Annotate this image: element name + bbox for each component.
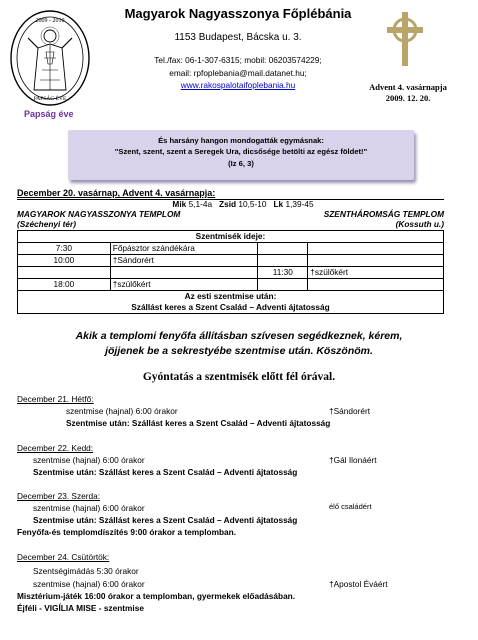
day-mass: szentmise (hajnal) 6:00 órakor: [66, 406, 178, 416]
table-header: Szentmisék ideje:: [18, 231, 444, 243]
day-title: December 24. Csütörtök:: [17, 552, 110, 562]
day-after: Szentmise után: Szállást keres a Szent Család – Adventi ájtatosság: [33, 515, 298, 525]
day-intention: †Sándorért: [329, 406, 371, 416]
celtic-cross-icon: [383, 10, 427, 68]
church-name: Magyarok Nagyasszonya Főplébánia: [124, 6, 352, 21]
table-row: [18, 279, 444, 291]
parish-seal-logo: [8, 8, 92, 108]
occasion: Advent 4. vasárnapja: [369, 82, 447, 92]
bible-quote-box: [68, 130, 414, 180]
right-place: (Kossuth u.): [395, 219, 444, 229]
day-extra: Fenyőfa-és templomdíszítés 9:00 órakor a templomban.: [17, 527, 237, 537]
mass-schedule-table: [17, 230, 444, 314]
date: 2009. 12. 20.: [385, 93, 431, 103]
sunday-title: December 20. vasárnap, Advent 4. vasárnapja:: [17, 188, 216, 198]
email: email: rpfoplebania@mail.datanet.hu;: [169, 68, 307, 78]
intention-cell: Főpásztor szándékára: [110, 243, 258, 255]
intention-cell: [308, 255, 444, 267]
left-church: MAGYAROK NAGYASSZONYA TEMPLOM: [17, 209, 181, 219]
time-cell: 7:30: [18, 243, 111, 255]
time-cell: 11:30: [258, 267, 308, 279]
day-after: Szentmise után: Szállást keres a Szent Család – Adventi ájtatosság: [33, 467, 298, 477]
evening-desc: Szállást keres a Szent Család – Adventi ájtatosság: [131, 302, 330, 312]
quote-line-2: "Szent, szent, szent a Seregek Ura, dicsősége betölti az egész földet!": [114, 147, 368, 156]
intention-cell: [308, 243, 444, 255]
right-church: SZENTHÁROMSÁG TEMPLOM: [323, 209, 444, 219]
phone: Tel./fax: 06-1-307-6315; mobil: 06203574229;: [154, 55, 322, 65]
intention-cell: [110, 267, 258, 279]
day-title: December 23. Szerda:: [17, 491, 101, 501]
intention-cell: †szülőkért: [308, 267, 444, 279]
address: 1153 Budapest, Bácska u. 3.: [174, 32, 302, 43]
day-title: December 21. Hétfő:: [17, 394, 94, 404]
reading-book: Lk: [273, 199, 284, 209]
day-title: December 22. Kedd:: [17, 443, 94, 453]
day-mass: szentmise (hajnal) 6:00 órakor: [33, 503, 145, 513]
left-place: (Széchenyi tér): [17, 219, 77, 229]
time-cell: [258, 243, 308, 255]
seal-text-bottom: PAPSÁG ÉVE: [33, 96, 67, 102]
evening-title: Az esti szentmise után:: [184, 291, 277, 301]
time-cell: 18:00: [18, 279, 111, 291]
seal-text-top: 2009 - 2010: [35, 18, 65, 24]
year-label: Papság éve: [24, 109, 74, 119]
table-row: [18, 255, 444, 267]
day-intention: †Gál Ilonáért: [329, 455, 377, 465]
time-cell: [258, 279, 308, 291]
table-row: [18, 267, 444, 279]
day-intention: élő családért: [329, 502, 372, 511]
table-row: [18, 243, 444, 255]
reading-ref: 5,1-4a: [188, 199, 213, 209]
readings: [118, 199, 368, 209]
quote-line-1: És harsány hangon mondogatták egymásnak:: [158, 136, 324, 145]
day-after: Szentmise után: Szállást keres a Szent Család – Adventi ájtatosság: [66, 418, 331, 428]
notice-line-2: jöjjenek be a sekrestyébe szentmise után. Köszönöm.: [105, 345, 373, 357]
reading-ref: 1,39-45: [285, 199, 314, 209]
reading-ref: 10,5-10: [238, 199, 267, 209]
time-cell: 10:00: [18, 255, 111, 267]
day-extra: Misztérium-játék 16:00 órakor a templomban, gyermekek előadásában.: [17, 591, 296, 601]
website-link[interactable]: www.rakospalotaifoplebania.hu: [180, 80, 296, 90]
day-extra: Éjféli - VIGÍLIA MISE - szentmise: [17, 603, 144, 613]
time-cell: [258, 255, 308, 267]
notice-line-1: Akik a templomi fenyőfa állításban szívesen segédkeznek, kérem,: [75, 330, 403, 342]
intention-cell: †szülőkért: [110, 279, 258, 291]
day-mass: szentmise (hajnal) 6:00 órakor: [33, 455, 145, 465]
intention-cell: †Sándorért: [110, 255, 258, 267]
reading-book: Mik: [172, 199, 187, 209]
day-line: Szentségimádás 5:30 órakor: [33, 566, 139, 576]
time-cell: [18, 267, 111, 279]
day-mass: szentmise (hajnal) 6:00 órakor: [33, 579, 145, 589]
confession-note: Gyóntatás a szentmisék előtt fél órával.: [142, 371, 336, 383]
quote-ref: (Iz 6, 3): [228, 159, 254, 168]
day-intention: †Apostol Éváért: [329, 579, 388, 589]
reading-book: Zsid: [219, 199, 237, 209]
intention-cell: [308, 279, 444, 291]
